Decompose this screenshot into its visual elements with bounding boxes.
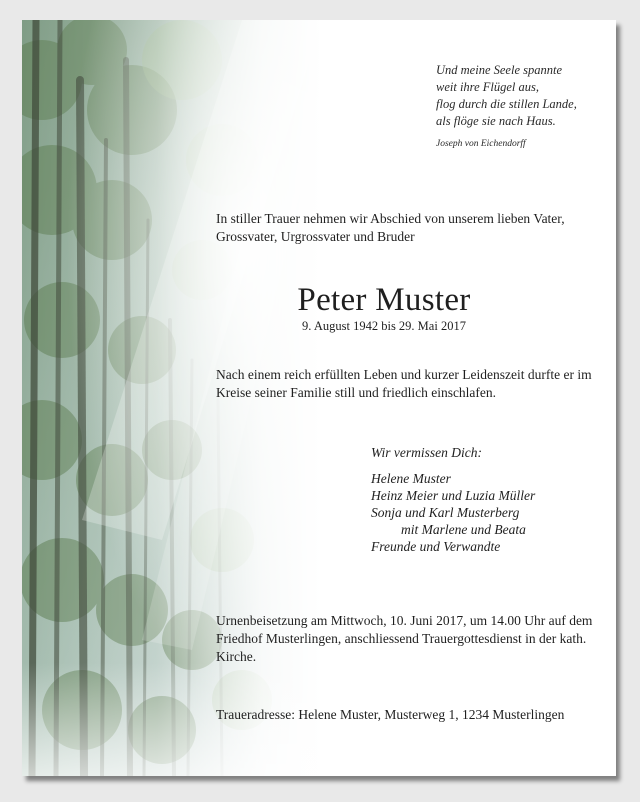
mourner-name: Freunde und Verwandte (371, 539, 501, 554)
poem-author: Joseph von Eichendorff (436, 139, 526, 149)
mourner-name: Heinz Meier und Luzia Müller (371, 488, 536, 503)
poem-line: Und meine Seele spannte (436, 63, 563, 77)
intro-text: In stiller Trauer nehmen wir Abschied von unserem lieben Vater, Grossvater, Urgrossvater und Bruder (216, 211, 565, 244)
passing-text: Nach einem reich erfüllten Leben und kurzer Leidenszeit durfte er im Kreise seiner Familie still und friedlich einschlafen. (216, 367, 592, 400)
deceased-name: Peter Muster (297, 282, 471, 318)
poem (436, 62, 577, 153)
address-text: Traueradresse: Helene Muster, Musterweg 1, 1234 Musterlingen (216, 707, 565, 722)
ceremony-text: Urnenbeisetzung am Mittwoch, 10. Juni 2017, um 14.00 Uhr auf dem Friedhof Musterlingen, anschliessend Trauergottesdienst in der kath. Kirche. (216, 613, 593, 664)
mourner-name: Sonja und Karl Musterberg (371, 505, 520, 520)
mourners-heading: Wir vermissen Dich: (371, 445, 482, 460)
poem-line: flog durch die stillen Lande, (436, 97, 577, 111)
deceased-dates: 9. August 1942 bis 29. Mai 2017 (302, 319, 466, 333)
mourner-name: mit Marlene und Beata (401, 522, 526, 537)
poem-line: weit ihre Flügel aus, (436, 80, 539, 94)
mourner-name: Helene Muster (371, 471, 451, 486)
mourners-list (371, 470, 535, 555)
poem-line: als flöge sie nach Haus. (436, 114, 556, 128)
obituary-card (22, 20, 616, 776)
